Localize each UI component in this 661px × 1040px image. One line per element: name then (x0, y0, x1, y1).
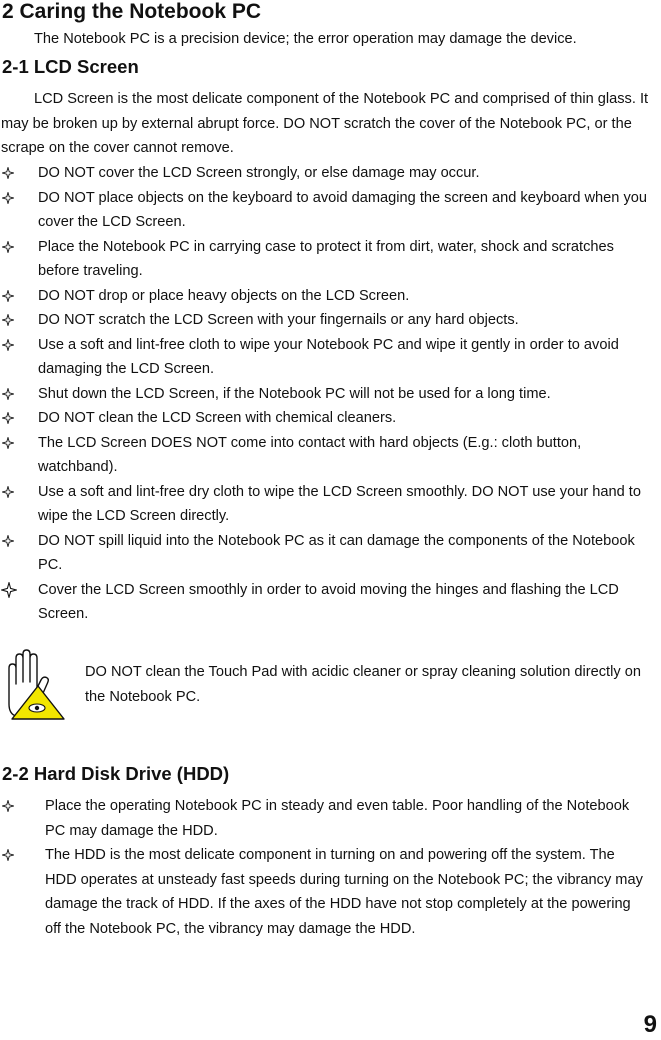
bullet-text: DO NOT spill liquid into the Notebook PC as it can damage the components of the Notebook PC. (38, 532, 635, 573)
list-item (0, 578, 659, 627)
star-bullet-icon (2, 535, 14, 547)
star-bullet-icon (2, 339, 14, 351)
bullet-text: DO NOT drop or place heavy objects on the LCD Screen. (38, 287, 410, 304)
list-item (0, 235, 659, 284)
bullet-text: DO NOT clean the LCD Screen with chemical cleaners. (38, 410, 397, 426)
star-bullet-icon (2, 800, 14, 812)
star-bullet-icon (2, 241, 14, 253)
bullet-text: Use a soft and lint-free dry cloth to wipe the LCD Screen smoothly. DO NOT use your hand to wipe the LCD Screen directly. (38, 483, 641, 524)
star-bullet-icon (2, 167, 14, 179)
page-number: 9 (643, 1011, 657, 1038)
star-bullet-icon (2, 486, 14, 498)
list-item (0, 308, 659, 333)
lcd-section-paragraph: LCD Screen is the most delicate component of the Notebook PC and comprised of thin glass. It may be broken up by external abrupt force. DO NOT scratch the cover of the Notebook PC, or the scrape on the cover cannot remove. (1, 91, 649, 156)
star-bullet-icon (2, 314, 14, 326)
star-bullet-icon (2, 849, 14, 861)
bullet-text: Place the Notebook PC in carrying case to protect it from dirt, water, shock and scratches before traveling. (38, 238, 614, 279)
hand-stop-warning-icon (2, 648, 66, 720)
bullet-text: DO NOT cover the LCD Screen strongly, or else damage may occur. (38, 165, 480, 181)
lcd-bullet-list (0, 161, 659, 627)
hdd-bullet-list (0, 794, 650, 941)
star-bullet-icon (2, 412, 14, 424)
star-bullet-icon (2, 290, 14, 302)
bullet-text: Use a soft and lint-free cloth to wipe your Notebook PC and wipe it gently in order to avoid damaging the LCD Screen. (38, 336, 619, 377)
list-item (0, 161, 659, 186)
list-item (0, 186, 659, 235)
list-item (0, 284, 659, 309)
chapter-title: 2 Caring the Notebook PC (2, 0, 262, 23)
star-bullet-icon (2, 192, 14, 204)
hdd-section-heading: 2-2 Hard Disk Drive (HDD) (2, 763, 230, 784)
bullet-text: Place the operating Notebook PC in steady and even table. Poor handling of the Notebook PC may damage the HDD. (45, 798, 630, 839)
star-bullet-icon (2, 437, 14, 449)
list-item (0, 382, 659, 407)
list-item (0, 480, 659, 529)
list-item (0, 529, 659, 578)
bullet-text: The HDD is the most delicate component in turning on and powering off the system. The HDD operates at unsteady fast speeds during turning on the Notebook PC; the vibrancy may damage the track of HDD. If the axes of the HDD have not stop completely at the powering off the Notebook PC, the vibrancy may damage the HDD. (45, 847, 643, 937)
bullet-text: Cover the LCD Screen smoothly in order to avoid moving the hinges and flashing the LCD Screen. (38, 581, 619, 622)
bullet-text: Shut down the LCD Screen, if the Notebook PC will not be used for a long time. (38, 385, 551, 402)
list-item (0, 333, 659, 382)
list-item (0, 794, 650, 843)
chapter-intro: The Notebook PC is a precision device; the error operation may damage the device. (34, 31, 577, 47)
star-bullet-icon (1, 582, 17, 598)
bullet-text: DO NOT place objects on the keyboard to avoid damaging the screen and keyboard when you cover the LCD Screen. (38, 189, 647, 230)
star-bullet-icon (2, 388, 14, 400)
warning-note: DO NOT clean the Touch Pad with acidic cleaner or spray cleaning solution directly on the Notebook PC. (85, 664, 641, 705)
list-item (0, 406, 659, 431)
lcd-section-heading: 2-1 LCD Screen (2, 56, 139, 77)
list-item (0, 843, 650, 941)
list-item (0, 431, 659, 480)
bullet-text: DO NOT scratch the LCD Screen with your fingernails or any hard objects. (38, 312, 519, 328)
bullet-text: The LCD Screen DOES NOT come into contact with hard objects (E.g.: cloth button, watchband). (38, 434, 582, 475)
